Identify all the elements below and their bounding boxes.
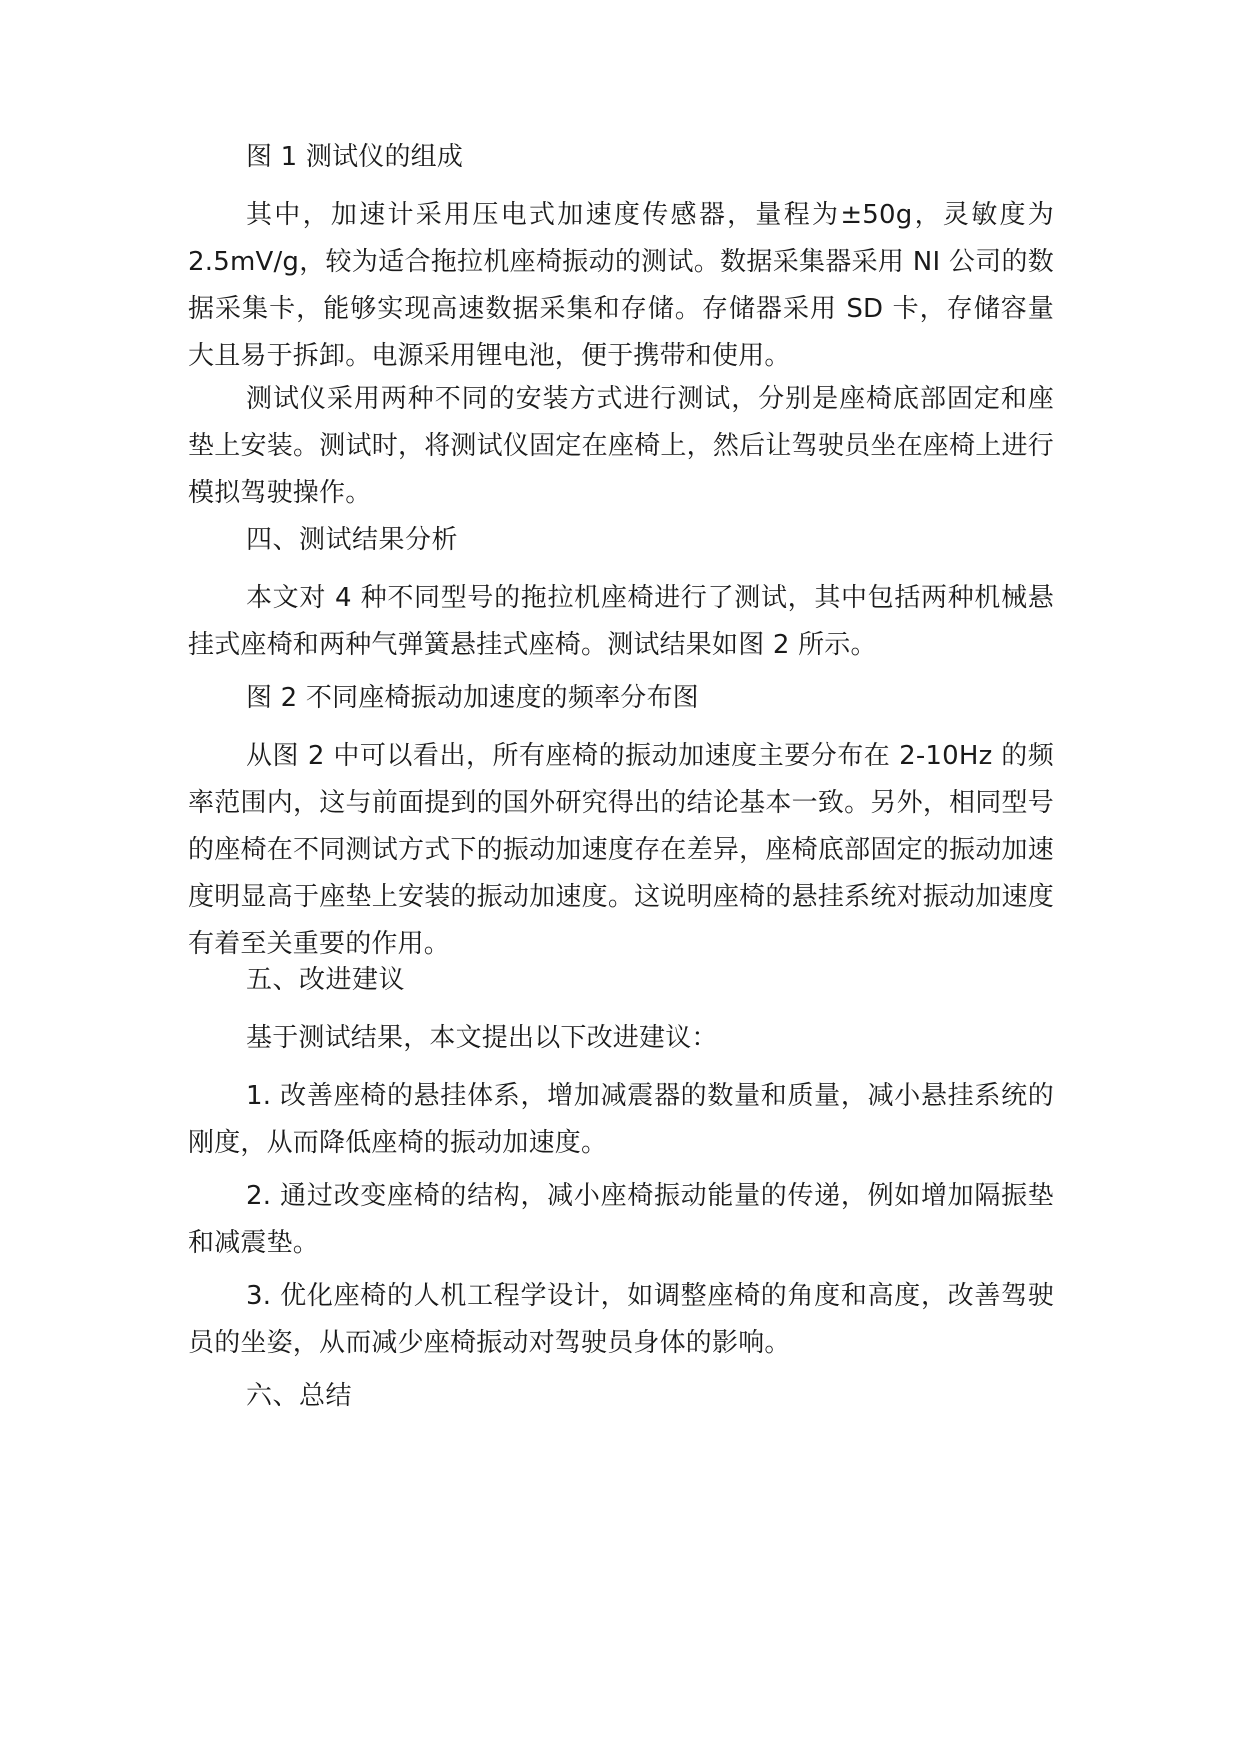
suggestion-item-1: 1. 改善座椅的悬挂体系，增加减震器的数量和质量，减小悬挂系统的刚度，从而降低座椅的振动加速度。 bbox=[188, 1081, 1054, 1158]
suggestion-item-3: 3. 优化座椅的人机工程学设计，如调整座椅的角度和高度，改善驾驶员的坐姿，从而减少座椅振动对驾驶员身体的影响。 bbox=[188, 1281, 1054, 1358]
section-heading-6: 六、总结 bbox=[246, 1381, 353, 1411]
paragraph-components: 其中，加速计采用压电式加速度传感器，量程为±50g，灵敏度为 2.5mV/g，较为适合拖拉机座椅振动的测试。数据采集器采用 NI 公司的数据采集卡，能够实现高速数据采集和存储。存储器采用 SD 卡，存储容量大且易于拆卸。电源采用锂电池，便于携带和使用。 bbox=[188, 200, 1054, 371]
paragraph-installation: 测试仪采用两种不同的安装方式进行测试，分别是座椅底部固定和座垫上安装。测试时，将测试仪固定在座椅上，然后让驾驶员坐在座椅上进行模拟驾驶操作。 bbox=[188, 384, 1054, 508]
figure-1-caption: 图 1 测试仪的组成 bbox=[246, 142, 464, 172]
section-heading-4: 四、测试结果分析 bbox=[246, 525, 459, 555]
paragraph-tested-seats: 本文对 4 种不同型号的拖拉机座椅进行了测试，其中包括两种机械悬挂式座椅和两种气弹簧悬挂式座椅。测试结果如图 2 所示。 bbox=[188, 583, 1054, 660]
figure-2-caption: 图 2 不同座椅振动加速度的频率分布图 bbox=[246, 683, 699, 713]
suggestion-item-2: 2. 通过改变座椅的结构，减小座椅振动能量的传递，例如增加隔振垫和减震垫。 bbox=[188, 1181, 1054, 1258]
section-heading-5: 五、改进建议 bbox=[246, 965, 406, 995]
paragraph-analysis: 从图 2 中可以看出，所有座椅的振动加速度主要分布在 2-10Hz 的频率范围内，这与前面提到的国外研究得出的结论基本一致。另外，相同型号的座椅在不同测试方式下的振动加速度存在差异，座椅底部固定的振动加速度明显高于座垫上安装的振动加速度。这说明座椅的悬挂系统对振动加速度有着至关重要的作用。 bbox=[188, 741, 1054, 959]
paragraph-suggestion-intro: 基于测试结果，本文提出以下改进建议： bbox=[246, 1023, 718, 1053]
